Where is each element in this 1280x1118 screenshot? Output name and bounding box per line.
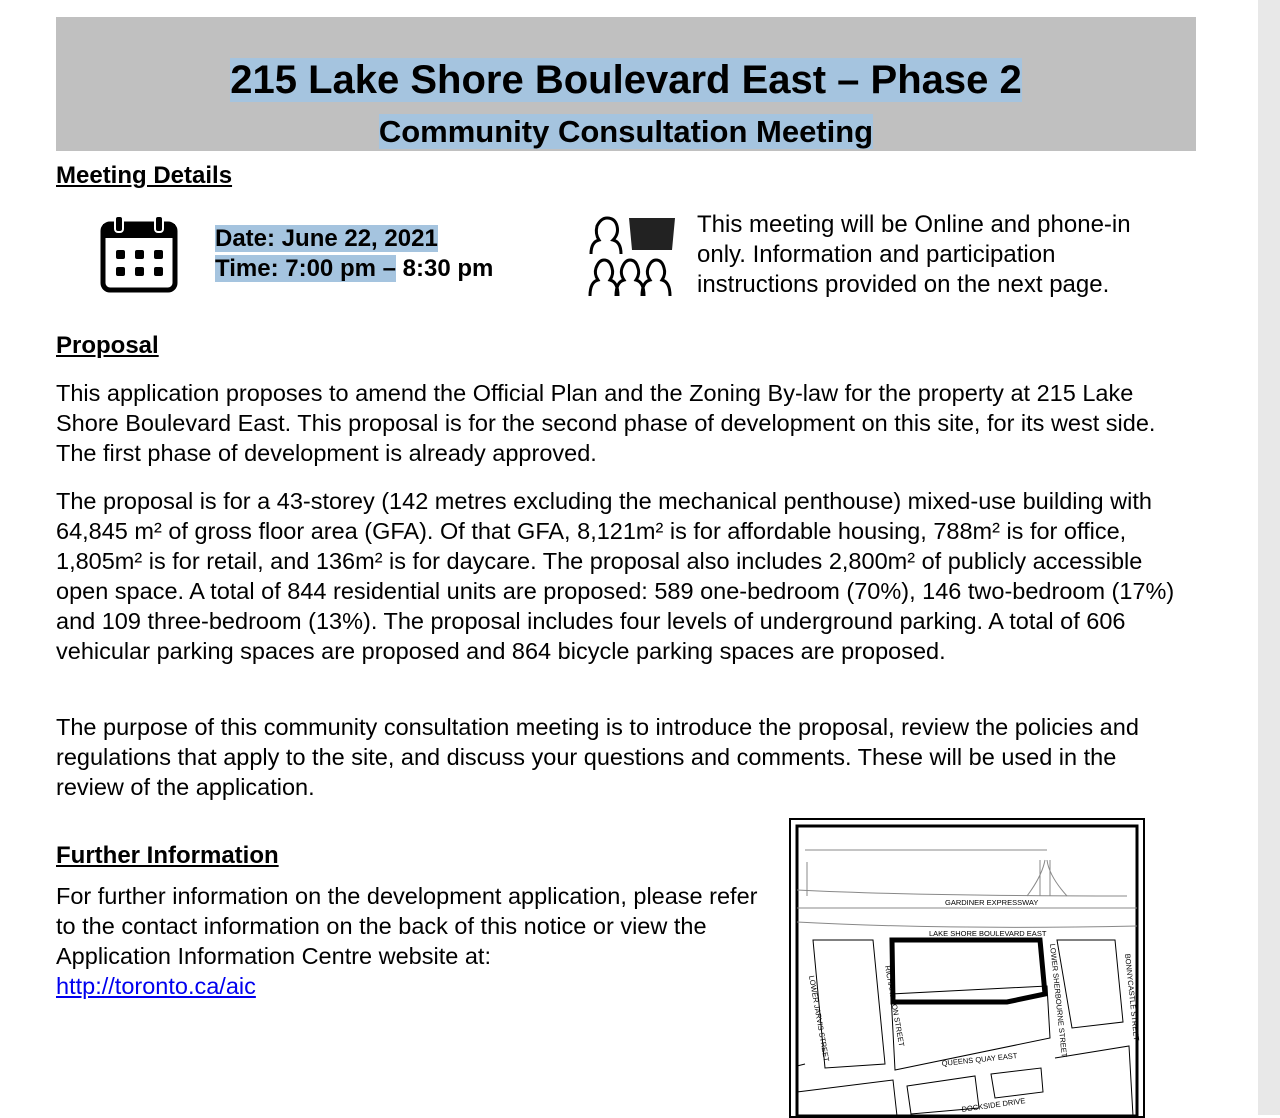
aic-link[interactable]: http://toronto.ca/aic — [56, 973, 256, 999]
map-label-gardiner: GARDINER EXPRESSWAY — [945, 898, 1039, 907]
scrollbar[interactable] — [1258, 0, 1280, 1115]
map-label-jarvis: LOWER JARVIS STREET — [807, 974, 832, 1063]
map-label-richardson: RICHARDSON STREET — [883, 964, 907, 1048]
meeting-datetime — [215, 224, 493, 284]
online-notice: This meeting will be Online and phone-in only. Information and participation instructions provided on the next page. — [697, 211, 1131, 298]
proposal-paragraph-1: This application proposes to amend the Official Plan and the Zoning By-law for the property at 215 Lake Shore Boulevard East. This proposal is for the second phase of development on this site, for its west side. The first phase of development is already approved. — [56, 380, 1156, 466]
header-banner — [56, 17, 1196, 151]
audience-icon — [587, 214, 677, 298]
proposal-heading: Proposal — [56, 332, 159, 359]
meeting-time-end: 8:30 pm — [395, 255, 494, 282]
meeting-details-heading: Meeting Details — [56, 162, 233, 189]
meeting-date: Date: June 22, 2021 — [215, 225, 438, 252]
meeting-time: Time: 7:00 pm – — [215, 255, 396, 282]
map-label-lakeshore: LAKE SHORE BOULEVARD EAST — [929, 929, 1047, 938]
map-label-queens-quay: QUEENS QUAY EAST — [941, 1051, 1018, 1068]
map-label-bonnycastle: BONNYCASTLE STREET — [1123, 953, 1142, 1042]
calendar-icon — [100, 214, 178, 294]
proposal-paragraph-3: The purpose of this community consultation meeting is to introduce the proposal, review the policies and regulations that apply to the site, and discuss your questions and comments. These will be used in the review of the application. — [56, 714, 1139, 800]
location-map — [789, 818, 1145, 1118]
proposal-paragraph-2: The proposal is for a 43-storey (142 metres excluding the mechanical penthouse) mixed-use building with 64,845 m² of gross floor area (GFA). Of that GFA, 8,121m² is for affordable housing, 788m² is for office, 1,805m² is for retail, and 136m² is for daycare. The proposal also includes 2,800m² of publicly accessible open space. A total of 844 residential units are proposed: 589 one-bedroom (70%), 146 two-bedroom (17%) and 109 three-bedroom (13%). The proposal includes four levels of underground parking. A total of 606 vehicular parking spaces are proposed and 864 bicycle parking spaces are proposed. — [56, 488, 1175, 664]
further-info-heading: Further Information — [56, 842, 279, 869]
page-title: 215 Lake Shore Boulevard East – Phase 2 — [230, 58, 1022, 102]
page-subtitle: Community Consultation Meeting — [378, 114, 874, 149]
map-label-sherbourne: LOWER SHERBOURNE STREET — [1048, 943, 1069, 1058]
map-label-dockside: DOCKSIDE DRIVE — [961, 1096, 1026, 1114]
further-info-body: For further information on the development application, please refer to the contact information on the back of this notice or view the Application Information Centre website at: — [56, 883, 758, 969]
further-info-text — [56, 881, 771, 1001]
